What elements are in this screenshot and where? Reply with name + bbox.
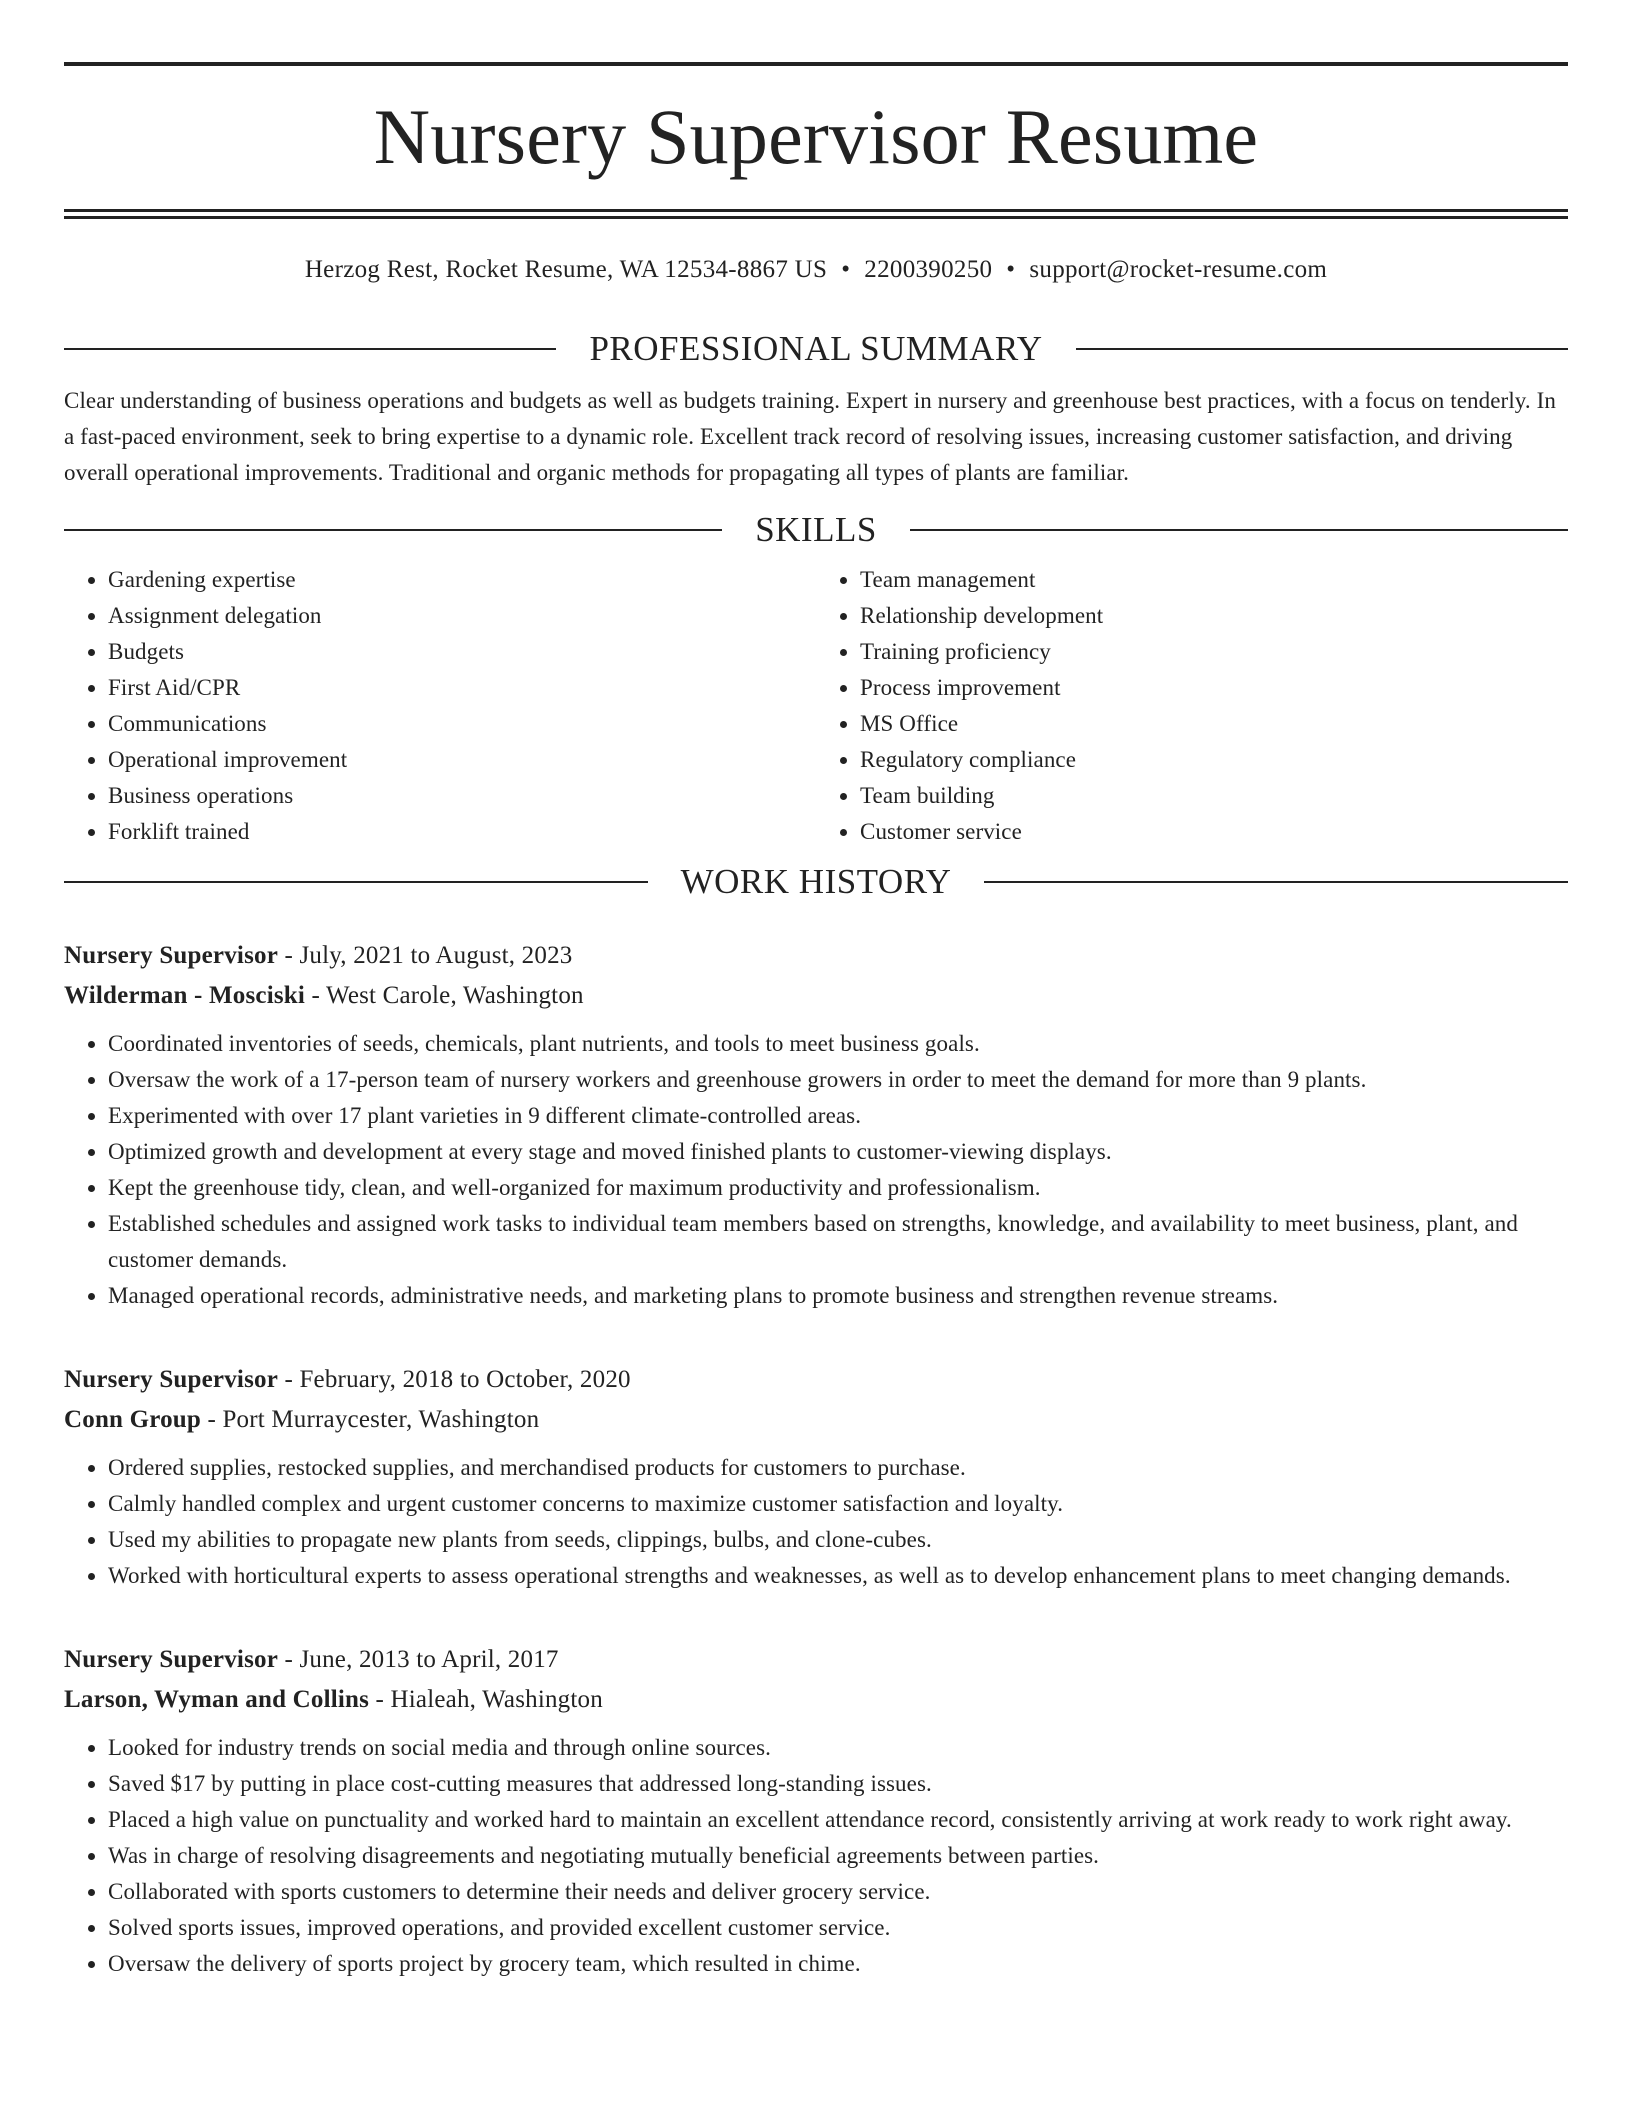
job-bullets xyxy=(64,1450,1568,1594)
heading-rule-right xyxy=(910,529,1568,531)
job-bullet: • Worked with horticultural experts to assess operational strengths and weaknesses, as well as to develop enhancement plans to meet changing demands. xyxy=(108,1558,1568,1594)
summary-text: Clear understanding of business operations and budgets as well as budgets training. Expert in nursery and greenhouse best practices, with a focus on tenderly. In a fast-paced environment, seek to bring expertise to a dynamic role. Excellent track record of resolving issues, increasing customer satisfaction, and driving overall operational improvements. Traditional and organic methods for propagating all types of plants are familiar. xyxy=(64,388,1556,485)
job-location: - Hialeah, Washington xyxy=(369,1686,603,1713)
page-title: Nursery Supervisor Resume xyxy=(373,93,1259,180)
skill-item: • Relationship development xyxy=(860,598,1568,634)
job-title: Nursery Supervisor xyxy=(64,1366,279,1393)
skill-item: • Communications xyxy=(108,706,816,742)
job-location: - West Carole, Washington xyxy=(305,982,584,1009)
heading-rule-left xyxy=(64,529,722,531)
skill-item: • Team building xyxy=(860,778,1568,814)
job-bullet: • Used my abilities to propagate new plants from seeds, clippings, bulbs, and clone-cubes. xyxy=(108,1522,1568,1558)
skill-item: • Training proficiency xyxy=(860,634,1568,670)
job-bullet: • Experimented with over 17 plant varieties in 9 different climate-controlled areas. xyxy=(108,1098,1568,1134)
job-bullets xyxy=(64,1730,1568,1982)
job-company-line xyxy=(64,1400,1568,1440)
job-bullet: • Was in charge of resolving disagreements and negotiating mutually beneficial agreements between parties. xyxy=(108,1838,1568,1874)
contact-separator: • xyxy=(1006,256,1016,283)
title-double-rule xyxy=(64,209,1568,219)
job-bullet: • Ordered supplies, restocked supplies, and merchandised products for customers to purchase. xyxy=(108,1450,1568,1486)
contact-separator: • xyxy=(841,256,851,283)
contact-address: Herzog Rest, Rocket Resume, WA 12534-8867 US xyxy=(304,256,828,283)
job-bullet: • Collaborated with sports customers to determine their needs and deliver grocery service. xyxy=(108,1874,1568,1910)
job-entry xyxy=(64,1360,1568,1594)
skill-item: • Regulatory compliance xyxy=(860,742,1568,778)
summary-heading xyxy=(64,329,1568,369)
job-title-line xyxy=(64,936,1568,976)
job-bullet: • Kept the greenhouse tidy, clean, and well-organized for maximum productivity and professionalism. xyxy=(108,1170,1568,1206)
skill-item: • Process improvement xyxy=(860,670,1568,706)
skills-heading xyxy=(64,510,1568,550)
job-bullet: • Managed operational records, administrative needs, and marketing plans to promote business and strengthen revenue streams. xyxy=(108,1278,1568,1314)
work-history-list xyxy=(64,936,1568,1982)
job-bullet: • Oversaw the work of a 17-person team of nursery workers and greenhouse growers in order to meet the demand for more than 9 plants. xyxy=(108,1062,1568,1098)
job-dates: - June, 2013 to April, 2017 xyxy=(278,1646,559,1673)
skill-item: • Customer service xyxy=(860,814,1568,850)
top-rule xyxy=(64,62,1568,66)
heading-rule-left xyxy=(64,348,556,350)
skill-item: • Operational improvement xyxy=(108,742,816,778)
job-bullet: • Optimized growth and development at every stage and moved finished plants to customer-viewing displays. xyxy=(108,1134,1568,1170)
job-title-line xyxy=(64,1640,1568,1680)
contact-phone: 2200390250 xyxy=(864,256,993,283)
job-entry xyxy=(64,1640,1568,1982)
job-title: Nursery Supervisor xyxy=(64,1646,279,1673)
skills-columns xyxy=(64,562,1568,850)
skill-item: • MS Office xyxy=(860,706,1568,742)
job-company: Conn Group xyxy=(64,1406,202,1433)
skill-item: • Assignment delegation xyxy=(108,598,816,634)
job-bullet: • Looked for industry trends on social media and through online sources. xyxy=(108,1730,1568,1766)
job-bullet: • Coordinated inventories of seeds, chemicals, plant nutrients, and tools to meet business goals. xyxy=(108,1026,1568,1062)
job-bullet: • Established schedules and assigned work tasks to individual team members based on strengths, knowledge, and availability to meet business, plant, and customer demands. xyxy=(108,1206,1568,1278)
job-bullet: • Placed a high value on punctuality and worked hard to maintain an excellent attendance record, consistently arriving at work ready to work right away. xyxy=(108,1802,1568,1838)
skill-item: • First Aid/CPR xyxy=(108,670,816,706)
contact-line xyxy=(64,255,1568,285)
skills-list-left xyxy=(64,562,816,850)
job-bullet: • Solved sports issues, improved operations, and provided excellent customer service. xyxy=(108,1910,1568,1946)
job-bullet: • Calmly handled complex and urgent customer concerns to maximize customer satisfaction and loyalty. xyxy=(108,1486,1568,1522)
job-dates: - February, 2018 to October, 2020 xyxy=(278,1366,631,1393)
job-entry xyxy=(64,936,1568,1314)
skill-item: • Team management xyxy=(860,562,1568,598)
work-heading-label: WORK HISTORY xyxy=(680,862,952,901)
skill-item: • Gardening expertise xyxy=(108,562,816,598)
job-company: Wilderman - Mosciski xyxy=(64,982,306,1009)
skill-item: • Business operations xyxy=(108,778,816,814)
work-heading xyxy=(64,862,1568,902)
skill-item: • Budgets xyxy=(108,634,816,670)
job-bullets xyxy=(64,1026,1568,1314)
job-bullet: • Saved $17 by putting in place cost-cutting measures that addressed long-standing issues. xyxy=(108,1766,1568,1802)
heading-rule-left xyxy=(64,881,648,883)
contact-email: support@rocket-resume.com xyxy=(1029,256,1328,283)
heading-rule-right xyxy=(1076,348,1568,350)
job-title-line xyxy=(64,1360,1568,1400)
job-location: - Port Murraycester, Washington xyxy=(201,1406,540,1433)
summary-heading-label: PROFESSIONAL SUMMARY xyxy=(589,329,1043,368)
heading-rule-right xyxy=(984,881,1568,883)
job-bullet: • Oversaw the delivery of sports project by grocery team, which resulted in chime. xyxy=(108,1946,1568,1982)
skills-list-right xyxy=(816,562,1568,850)
job-company-line xyxy=(64,976,1568,1016)
skills-heading-label: SKILLS xyxy=(755,510,877,549)
job-title: Nursery Supervisor xyxy=(64,942,279,969)
job-company: Larson, Wyman and Collins xyxy=(64,1686,370,1713)
job-dates: - July, 2021 to August, 2023 xyxy=(278,942,573,969)
job-company-line xyxy=(64,1680,1568,1720)
skill-item: • Forklift trained xyxy=(108,814,816,850)
